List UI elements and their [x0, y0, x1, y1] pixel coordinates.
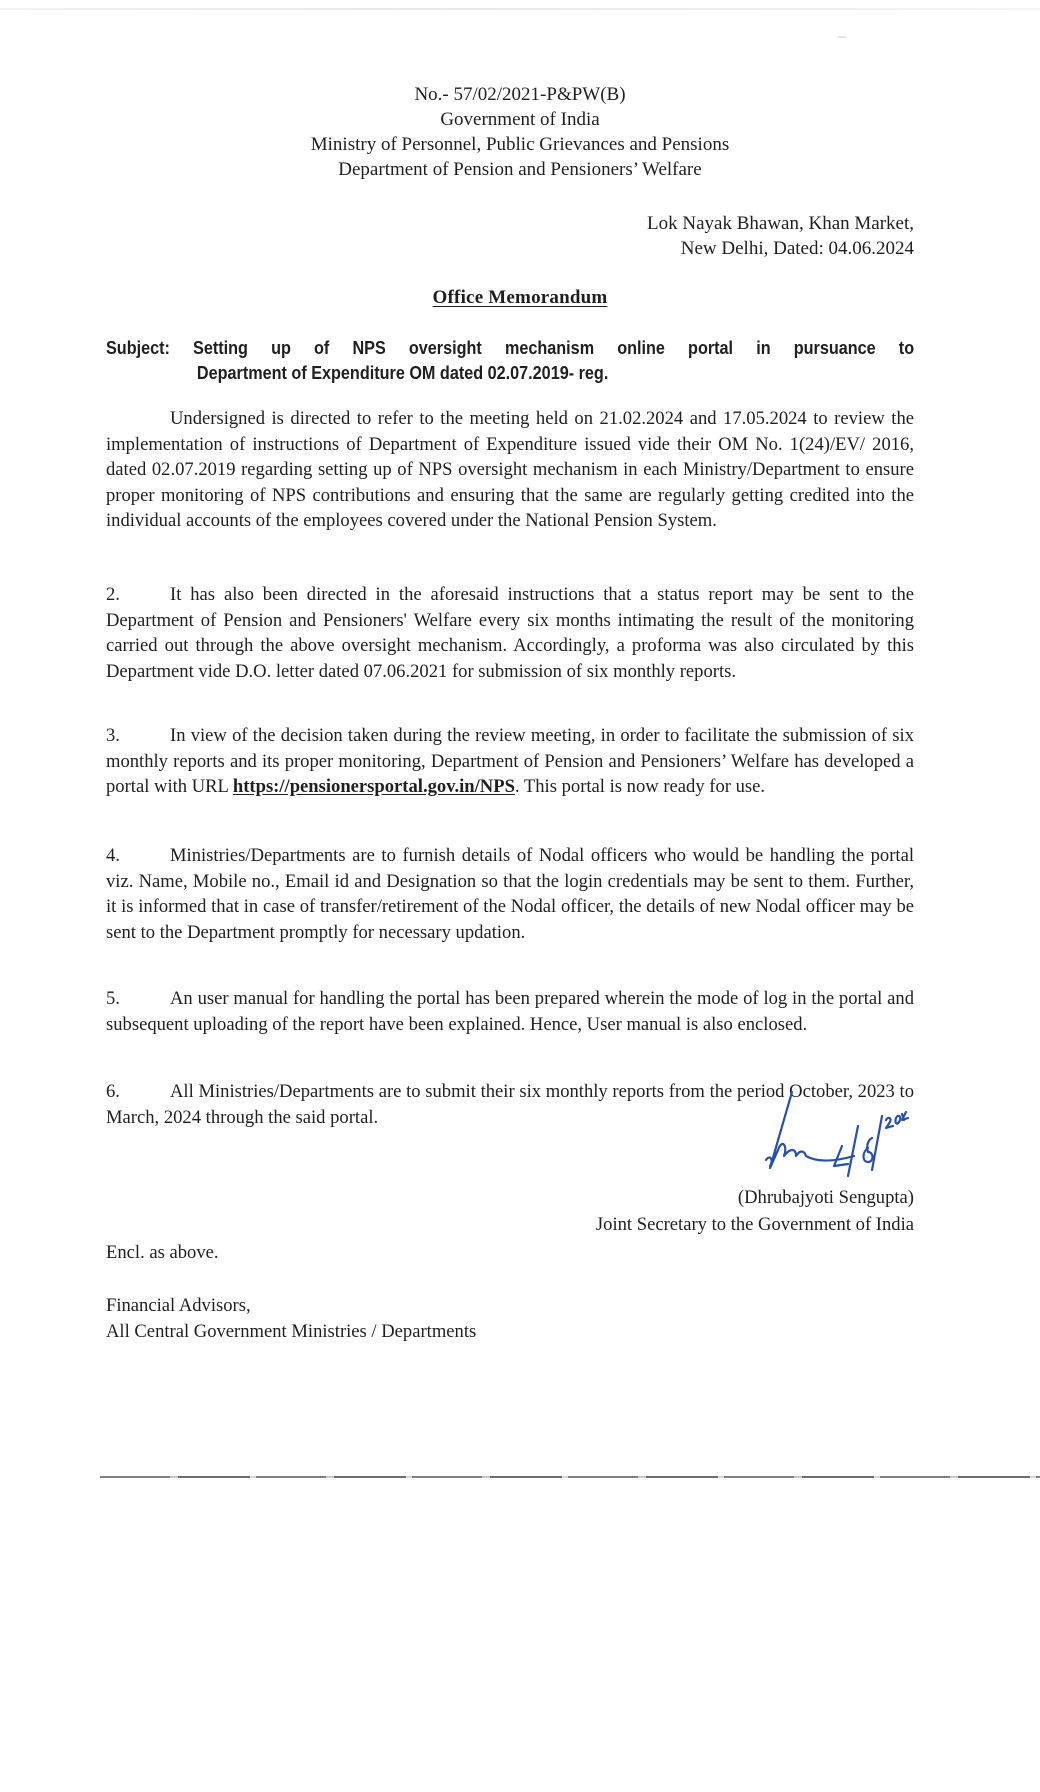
date-line: New Delhi, Dated: 04.06.2024: [680, 238, 914, 259]
paragraph-number: 5.: [106, 988, 120, 1009]
page-divider-line: [100, 1476, 1040, 1478]
enclosure-note: Encl. as above.: [106, 1242, 219, 1263]
portal-url-link[interactable]: https://pensionersportal.gov.in/NPS: [232, 776, 515, 797]
scan-edge-line: [0, 8, 1040, 10]
subject-line-2: Department of Expenditure OM dated 02.07.2019- reg.: [196, 363, 609, 383]
paragraph-3: 3. In view of the decision taken during the review meeting, in order to facilitate the submission of six monthly reports and its proper monitoring, Department of Pension and Pensioners’ Welfare has developed a portal with URL https://pensionersportal.gov.in/NPS. This portal is now ready for use.: [106, 725, 914, 797]
handwritten-signature: [730, 1090, 930, 1180]
subject-line-1: Subject: Setting up of NPS oversight mechanism online portal in pursuance to: [106, 336, 914, 361]
subject-label: Subject:: [106, 338, 170, 358]
paragraph-4: 4. Ministries/Departments are to furnish details of Nodal officers who would be handling the portal viz. Name, Mobile no., Email id and Designation so that the login credentials may be sent to them. Further, it is informed that in case of transfer/retirement of the Nodal officer, the details of new Nodal officer may be sent to the Department promptly for necessary updation.: [106, 845, 914, 943]
address-line: Lok Nayak Bhawan, Khan Market,: [647, 213, 914, 234]
memo-title: Office Memorandum: [432, 287, 608, 308]
letterhead: [200, 82, 840, 182]
file-number: No.- 57/02/2021-P&PW(B): [414, 84, 626, 105]
ministry-name: Ministry of Personnel, Public Grievances and Pensions: [310, 134, 730, 155]
signatory-name: (Dhrubajyoti Sengupta): [737, 1187, 914, 1208]
addressee-line-1: Financial Advisors,: [106, 1295, 251, 1316]
addressee-block: [106, 1293, 476, 1345]
paragraph-number: 4.: [106, 845, 120, 866]
subject-block: [106, 336, 914, 386]
paragraph-number: 2.: [106, 584, 120, 605]
government-name: Government of India: [440, 109, 600, 130]
paragraph-6: 6. All Ministries/Departments are to submit their six monthly reports from the period October, 2023 to March, 2024 through the said portal.: [106, 1081, 914, 1128]
paragraph-1: Undersigned is directed to refer to the meeting held on 21.02.2024 and 17.05.2024 to review the implementation of instructions of Department of Expenditure issued vide their OM No. 1(24)/EV/ 2016, dated 02.07.2019 regarding setting up of NPS oversight mechanism in each Ministry/Department to ensure proper monitoring of NPS contributions and ensuring that the same are regularly getting credited into the individual accounts of the employees covered under the National Pension System.: [106, 408, 914, 531]
paragraph-5: 5. An user manual for handling the portal has been prepared wherein the mode of log in the portal and subsequent uploading of the report have been explained. Hence, User manual is also enclosed.: [106, 988, 914, 1035]
signatory-designation: Joint Secretary to the Government of India: [595, 1214, 914, 1235]
department-name: Department of Pension and Pensioners’ Welfare: [338, 159, 702, 180]
paragraph-2: 2. It has also been directed in the aforesaid instructions that a status report may be sent to the Department of Pension and Pensioners' Welfare every six months intimating the result of the monitoring carried out through the above oversight mechanism. Accordingly, a proforma was also circulated by this Department vide D.O. letter dated 07.06.2021 for submission of six monthly reports.: [106, 584, 914, 682]
scan-speck: [838, 36, 846, 38]
paragraph-number: 6.: [106, 1081, 120, 1102]
address-and-date: [647, 211, 914, 261]
addressee-line-2: All Central Government Ministries / Departments: [106, 1321, 477, 1342]
paragraph-number: 3.: [106, 725, 120, 746]
